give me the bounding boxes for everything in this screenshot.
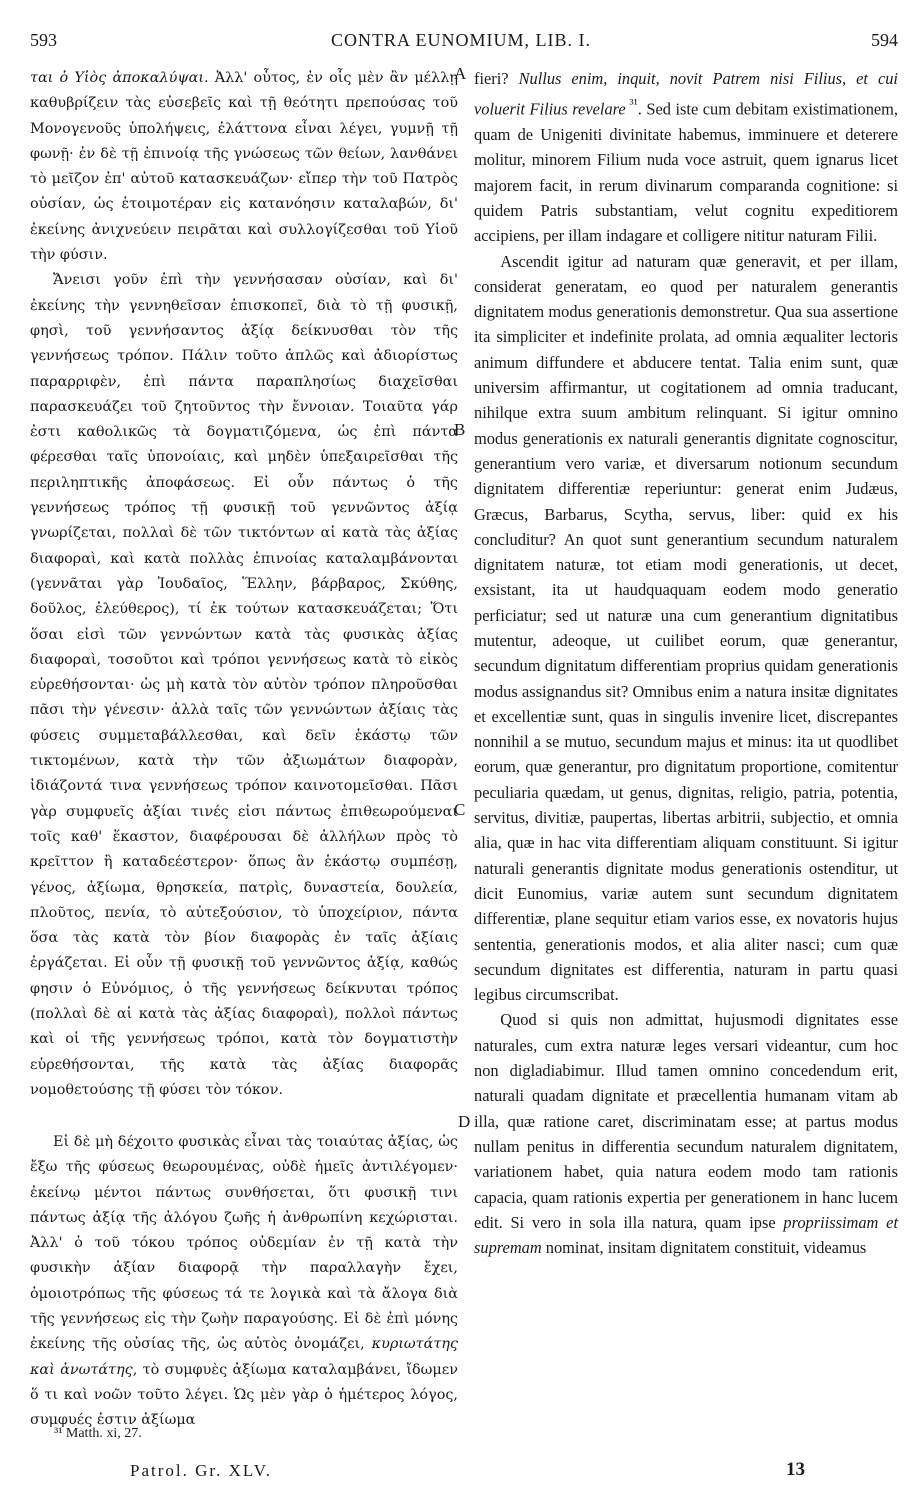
greek-text: Εἰ δὲ μὴ δέχοιτο φυσικὰς εἶναι τὰς τοιαύτας ἀξίας, ὡς ἔξω τῆς φύσεως θεωρουμένας, οὐδὲ ἡμεῖς ἀντιλέγομεν· ἐκείνῳ μέντοι πάντως συνθήσεται, ὅτι φυσικῇ τινι πάντως ἀξίᾳ τῆς ἀλόγου ζωῆς ἡ ἀνθρωπίνη κεχώρισται. Ἀλλ' ὁ τοῦ τόκου τρόπος οὐδεμίαν ἐν τῇ κατὰ τὴν φυσικὴν ἀξίαν διαφορᾷ τὴν παραλλαγὴν ἔχει, ὁμοιοτρόπως τῆς φύσεως τά τε λογικὰ καὶ τὰ ἄλογα διὰ τῆς γεννήσεως εἰς τὴν ζωὴν παραγούσης. Εἰ δὲ ἐπὶ μόνης ἐκείνης τῆς οὐσίας τῆς, ὡς αὐτὸς ὀνομάζει, [30,1134,458,1353]
page-number-right: 594 [871,30,898,50]
latin-text: Quod si quis non admittat, hujusmodi dignitates esse naturales, cum extra naturæ leges versari videantur, cum hoc non digladiabimur. Illud tamen omnino concedendum erit, naturali quadam dignitate et præcellentia humanam vitam ab illa, quæ ratione caret, discriminatam esse; at partus modus nullam penitus in differentia secundum naturalem dignitatem, variationem habet, quia natura eodem modo tam rationis capacia, quam rationis expertia per generationem in hanc lucem edit. Si vero in sola illa natura, quam ipse [474,1010,898,1232]
latin-paragraph-2: Ascendit igitur ad naturam quæ generavit, et per illam, considerat generatam, eo quod per naturalem generantis dignitatem modus generationis demonstretur. Qua sua assertione ita simpliciter et indefinite prolata, ad omnia æqualiter lectoris animum diffundere et abducere tentat. Talia enim sunt, quæ universim affirmantur, ut cogitationem ad omnia traducant, nihilque extra suum ambitum relinquant. Si igitur omnino modus generationis ex naturali generantis dignitate cognoscitur, generantium vero variæ, et diversarum notionum secundum dignitatem differentiæ reperiuntur: generat enim Judæus, Græcus, Barbarus, Scytha, servus, liber: quid ex his concluditur? An quot sunt generantium secundum naturalem dignitatem naturæ, tot etiam modi generationis, ut decet, exsistant, ita ut haudquaquam eodem modo generatio perficiatur; sed ut naturæ una cum generantium dignitatibus mutentur, adeoque, ut cuilibet eorum, quæ generantur, secundum dignitatum differentiam proprius quidam generationis modus assignandus sit? Omnibus enim a natura insitæ dignitates et excellentiæ sunt, quas in singulis invenire licet, discrepantes nonnihil a se mutuo, secundum majus et minus: ita ut quodlibet eorum, quæ generantur, pro dignitatum proportione, comitentur peculiaria quædam, ut genus, dignitas, religio, patria, potentia, servitus, divitiæ, paupertas, libertas arbitrii, subjectio, et omnia alia, quæ in hac vita differentiam aliquam constituunt. Si igitur naturali generantis dignitate modus generationis ostenditur, ut dicit Eunomius, variæ autem sunt secundum dignitatem differentiæ, plane sequitur etiam varios esse, ex novatoris hujus sententia, generationis modos, et alia aliter nasci; cum quæ secundum dignitates est differentia, naturam in partu quasi legibus circumscribat. [474,251,898,1005]
latin-text: nominat, insitam dignitatem constituit, videamus [541,1238,867,1258]
page-number-left: 593 [30,30,57,50]
greek-text: Ἀλλ' οὗτος, ἐν οἷς μὲν ἂν μέλλῃ καθυβρίζειν τὰς εὐσεβεῖς καὶ τῇ θεότητι πρεπούσας τοῦ Μονογενοῦς ὑπολήψεις, ἐλάττονα εἶναι λέγει, γυμνῇ τῇ φωνῇ· ἐν δὲ τῇ ἐπινοίᾳ τῆς γνώσεως τῶν θείων, λανθάνει τὸ μεῖζον ἐπ' αὐτοῦ κατασκευάζων· εἴπερ τὴν τοῦ Πατρὸς οὐσίαν, ὡς ἑτοιμοτέραν εἰς κατανόησιν καταλαβών, δι' ἐκείνης ἀνιχνεύειν πειρᾶται καὶ συλλογίζεσθαι τοῦ Υἱοῦ τὴν φύσιν. [30,70,458,264]
margin-letter-c: C [454,800,466,819]
margin-letter-d: D [458,1112,471,1131]
running-header [0,30,922,60]
margin-letter-b: B [454,420,466,439]
latin-quote: propriissimam et supremam [474,1212,898,1258]
greek-paragraph-1 [30,66,458,268]
latin-quote: Nullus enim, inquit, novit Patrem nisi Filius, et cui voluerit Filius revelare [474,69,898,119]
greek-column-lower [30,1130,458,1434]
margin-letter-a: A [454,64,467,83]
latin-text: . Sed iste cum debitam existimationem, quam de Unigeniti divinitate habemus, imminuere et deterere molitur, minorem Filium nuda voce astruit, quem ignarus licet majorem facit, in rerum divinarum comparanda cognitione: si quidem Patris substantiam, velut cognitu expeditiorem accipiens, per illam indagare et colligere nititur naturam Filii. [474,99,899,246]
greek-column [30,66,458,1103]
gathering-number: 13 [786,1459,805,1480]
footnote: ³¹ Matth. xi, 27. [54,1426,142,1441]
greek-quote: ται ὁ Υἱὸς ἀποκαλύψαι. [30,70,209,86]
footnote-ref: ³¹ [625,96,638,112]
greek-text: , τὸ συμφυὲς ἀξίωμα καταλαμβάνει, ἴδωμεν ὅ τι καὶ νοῶν τοῦτο λέγει. Ὡς μὲν γὰρ ὁ ἡμέτερος λόγος, συμφυές ἐστιν ἀξίωμα [30,1361,458,1429]
latin-paragraph-1 [474,66,898,249]
greek-quote: κυριωτάτης καὶ ἀνωτάτης [30,1336,458,1378]
latin-paragraph-3 [474,1007,898,1260]
greek-paragraph-3 [30,1130,458,1434]
collection-signature: Patrol. Gr. XLV. [130,1461,273,1480]
latin-text: fieri? [474,69,519,88]
greek-paragraph-2: Ἄνεισι γοῦν ἐπὶ τὴν γεννήσασαν οὐσίαν, καὶ δι' ἐκείνης τὴν γεννηθεῖσαν ἐπισκοπεῖ, διὰ τὸ τῇ φυσικῇ, φησὶ, τοῦ γεννήσαντος ἀξίᾳ δείκνυσθαι τὸν τῆς γεννήσεως τρόπον. Πάλιν τοῦτο ἁπλῶς καὶ ἀδιορίστως παραρριφὲν, ἐπὶ πάντα παραπλησίως διαχεῖσθαι παρασκευάζει τοῦ ζητοῦντος τὴν ἔννοιαν. Τοιαῦτα γάρ ἐστι καθολικῶς τὰ δογματιζόμενα, ὡς ἐπὶ πάντα φέρεσθαι ταῖς ὑπονοίαις, καὶ μηδὲν ὑπεξαιρεῖσθαι τῆς περιληπτικῆς ἀποφάσεως. Εἰ οὖν πάντως ὁ τῆς γεννήσεως τρόπος τῇ φυσικῇ τοῦ γεννῶντος ἀξίᾳ γνωρίζεται, πολλαὶ δὲ τῶν τικτόντων αἱ κατὰ τὰς ἀξίας διαφοραὶ, καὶ κατὰ πολλὰς ἐπινοίας καταλαμβάνονται (γεννᾶται γὰρ Ἰουδαῖος, Ἕλλην, βάρβαρος, Σκύθης, δοῦλος, ἐλεύθερος), τί ἐκ τούτων κατασκευάζεται; Ὅτι ὅσαι εἰσὶ τῶν γεννώντων κατὰ τὰς φυσικὰς ἀξίας διαφοραὶ, τοσοῦτοι καὶ τρόποι γεννήσεως κατὰ τὸ εἰκὸς εὑρεθήσονται· ὡς μὴ κατὰ τὸν αὐτὸν τρόπον πληροῦσθαι πᾶσι τὴν γένεσιν· ἀλλὰ ταῖς τῶν γεννώντων ἀξίαις τὰς φύσεις συμμεταβάλλεσθαι, καὶ δεῖν ἑκάστῳ τῶν τικτομένων, κατὰ τὴν τῶν ἀξιωμάτων διαφορὰν, ἰδιάζοντά τινα γεννήσεως τρόπον καινοτομεῖσθαι. Πᾶσι γὰρ συμφυεῖς ἀξίαι τινές εἰσι πάντως ἐπιθεωρούμεναι τοῖς καθ' ἕκαστον, διαφέρουσαι δὲ ἀλλήλων πρὸς τὸ κρεῖττον ἢ καταδεέστερον· ὅπως ἂν ἑκάστῳ συμπέσῃ, γένος, ἀξίωμα, θρησκεία, πατρὶς, δυναστεία, δουλεία, πλοῦτος, πενία, τὸ αὐτεξούσιον, τὸ ὑποχείριον, πάντα ὅσα τὰς κατὰ τὸν βίον διαφορὰς ἐν ταῖς ἀξίαις ἐργάζεται. Εἰ οὖν τῇ φυσικῇ τοῦ γεννῶντος ἀξίᾳ, καθώς φησιν ὁ Εὐνόμιος, ὁ τῆς γεννήσεως δείκνυται τρόπος (πολλαὶ δὲ αἱ κατὰ τὰς ἀξίας διαφοραὶ), πολλοὶ πάντως καὶ οἱ τῆς γεννήσεως τρόποι, κατὰ τὸν δογματιστὴν εὑρεθήσονται, τῆς κατὰ τὰς ἀξίας διαφορᾶς νομοθετούσης τῇ φύσει τὸν τόκον. [30,272,458,1098]
latin-column [474,66,898,1260]
running-title: CONTRA EUNOMIUM, LIB. I. [331,30,591,50]
